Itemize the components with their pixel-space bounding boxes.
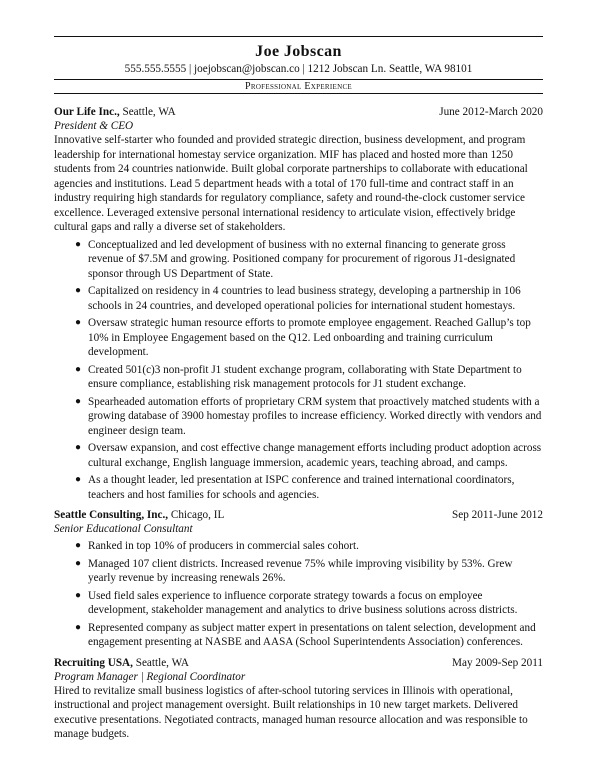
job-dates: June 2012-March 2020 <box>439 106 543 118</box>
job-entry <box>54 656 543 742</box>
candidate-name: Joe Jobscan <box>255 43 342 60</box>
company-name: Recruiting USA, <box>54 656 133 669</box>
achievement-item: ● Used field sales experience to influence corporate strategy towards a focus on employee development, stakeholder management and analytics to drive business solutions across districts. <box>75 589 518 616</box>
job-title: Senior Educational Consultant <box>54 523 193 535</box>
job-header <box>54 105 543 119</box>
company-name: Our Life Inc., <box>54 106 120 118</box>
job-summary: Hired to revitalize small business logistics of after-school tutoring services in Illinois with operational, instructional and project management oversight. Built relationships in 10 new target markets. Delivered executive presentations. Negotiated contracts, managed human resource allocation and was responsible to manage budgets. <box>54 684 528 740</box>
achievement-list <box>54 539 543 650</box>
job-dates: May 2009-Sep 2011 <box>452 656 543 669</box>
bullet-icon: ● <box>75 621 82 633</box>
company-name: Seattle Consulting, Inc., <box>54 509 169 521</box>
employer <box>54 508 224 522</box>
section-heading: Professional Experience <box>54 79 543 94</box>
employer <box>54 105 176 119</box>
job-entry <box>54 105 543 502</box>
bullet-icon: ● <box>75 442 82 453</box>
achievement-item: ● Oversaw strategic human resource efforts to promote employee engagement. Reached Gallup’s top 10% in Employee Engagement based on the Q12. Led onboarding and training curriculum development. <box>75 317 531 358</box>
resume-page <box>54 36 543 742</box>
bullet-icon: ● <box>75 395 82 407</box>
bullet-icon: ● <box>75 317 82 328</box>
job-entry <box>54 508 543 650</box>
employer <box>54 656 189 670</box>
achievement-item: ● Created 501(c)3 non-profit J1 student exchange program, collaborating with State Department to ensure compliance, establishing risk management protocols for J1 student exchange. <box>75 363 522 390</box>
bullet-icon: ● <box>75 238 82 250</box>
bullet-icon: ● <box>75 557 82 569</box>
job-summary: Innovative self-starter who founded and provided strategic direction, business development, and program leadership for international homestay service organization. MIF has placed and hosted more than 1250 students from 24 countries nationwide. Built global corporate partnerships to collaborate with educational agencies and institutions. Lead 5 department heads with a total of 170 full-time and contract staff in an industry requiring high standards for regulatory compliance, safety and round-the-clock customer service excellence. Leveraged extensive personal international residency to articulate vision, effectively bridge cultural gaps and rally a diverse set of stakeholders. <box>54 134 528 233</box>
company-location: Seattle, WA <box>119 106 176 118</box>
achievement-item: ● Represented company as subject matter expert in presentations on talent selection, development and engagement presenting at NASBE and AASA (School Superintendents Association) conferences. <box>75 621 536 648</box>
contact-line: 555.555.5555 | joejobscan@jobscan.co | 1212 Jobscan Ln. Seattle, WA 98101 <box>124 63 473 75</box>
bullet-icon: ● <box>75 474 82 485</box>
job-title: Program Manager | Regional Coordinator <box>54 670 246 683</box>
achievement-item: ● Managed 107 client districts. Increased revenue 75% while improving visibility by 53%. Grew yearly revenue by increasing renewals 26%. <box>75 557 513 584</box>
achievement-item: ● As a thought leader, led presentation at ISPC conference and trained international coordinators, teachers and host families for schools and agencies. <box>75 474 515 501</box>
bullet-icon: ● <box>75 540 82 551</box>
achievement-item: ● Conceptualized and led development of business with no external financing to generate gross revenue of $7.5M and growing. Positioned company for procurement of rigorous J1-designated sponsor through US Department of State. <box>75 238 516 280</box>
top-divider <box>54 36 543 37</box>
job-title: President & CEO <box>54 120 134 132</box>
job-header <box>54 656 543 670</box>
company-location: Chicago, IL <box>168 509 225 521</box>
bullet-icon: ● <box>75 589 82 601</box>
achievement-item: ● Capitalized on residency in 4 countries to lead business strategy, developing a partnership in 106 schools in 24 countries, and developed operational policies for international student homestays. <box>75 285 521 312</box>
job-dates: Sep 2011-June 2012 <box>452 509 543 521</box>
achievement-item: ● Oversaw expansion, and cost effective change management efforts including product adoption across cultural exchange, English language immersion, academic years, teaching abroad, and camps. <box>75 442 542 469</box>
company-location: Seattle, WA <box>132 656 189 669</box>
job-header <box>54 508 543 522</box>
achievement-item: ● Ranked in top 10% of producers in commercial sales cohort. <box>75 540 359 552</box>
achievement-item: ● Spearheaded automation efforts of proprietary CRM system that proactively matched students with a growing database of 3900 homestay profiles to increase efficiency. Worked directly with vendors and engineer design team. <box>75 395 542 437</box>
achievement-list <box>54 238 543 503</box>
bullet-icon: ● <box>75 285 82 296</box>
bullet-icon: ● <box>75 363 82 375</box>
